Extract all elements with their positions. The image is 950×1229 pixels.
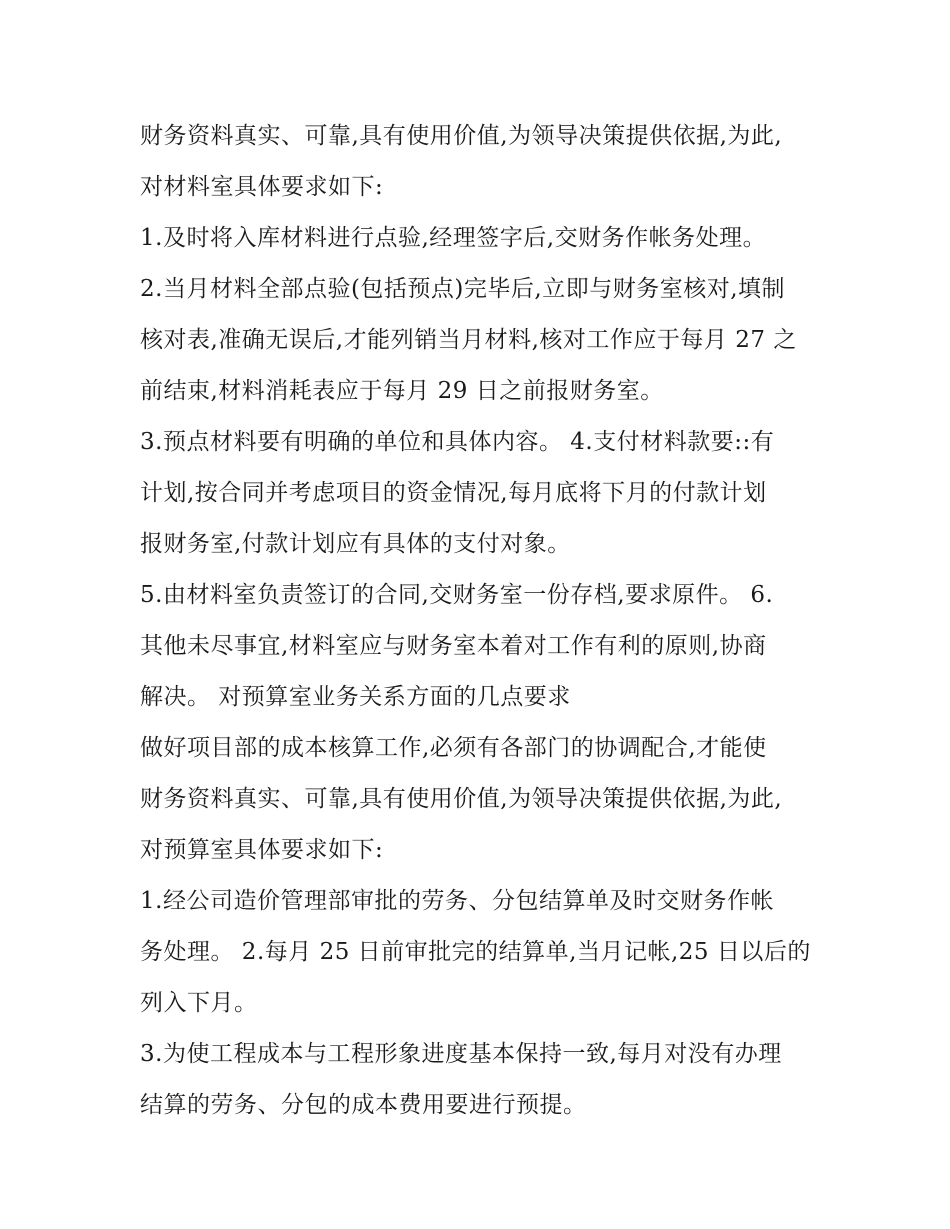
text-line: 对材料室具体要求如下: (140, 174, 384, 200)
text-line: 报财务室,付款计划应有具体的支付对象。 (140, 531, 571, 557)
text-line: 1.及时将入库材料进行点验,经理签字后,交财务作帐务处理。 (140, 225, 767, 251)
text-line: 财务资料真实、可靠,具有使用价值,为领导决策提供依据,为此, (140, 123, 783, 149)
text-line: 做好项目部的成本核算工作,必须有各部门的协调配合,才能使 (140, 735, 767, 761)
text-line: 财务资料真实、可靠,具有使用价值,为领导决策提供依据,为此, (140, 786, 783, 812)
text-line: 对预算室具体要求如下: (140, 837, 384, 863)
text-line: 列入下月。 (140, 990, 258, 1016)
text-line: 核对表,准确无误后,才能列销当月材料,核对工作应于每月 27 之 (140, 327, 797, 353)
text-line: 3.预点材料要有明确的单位和具体内容。 4.支付材料款要::有 (140, 429, 775, 455)
text-line: 其他未尽事宜,材料室应与财务室本着对工作有利的原则,协商 (140, 633, 767, 659)
text-line: 2.当月材料全部点验(包括预点)完毕后,立即与财务室核对,填制 (140, 276, 786, 302)
text-line: 计划,按合同并考虑项目的资金情况,每月底将下月的付款计划 (140, 480, 767, 506)
text-line: 务处理。 2.每月 25 日前审批完的结算单,当月记帐,25 日以后的 (140, 939, 811, 965)
text-line: 结算的劳务、分包的成本费用要进行预提。 (140, 1092, 587, 1118)
document-body (140, 111, 830, 1131)
text-line: 前结束,材料消耗表应于每月 29 日之前报财务室。 (140, 378, 664, 404)
text-line: 3.为使工程成本与工程形象进度基本保持一致,每月对没有办理 (140, 1041, 782, 1067)
text-line: 解决。 对预算室业务关系方面的几点要求 (140, 684, 571, 710)
text-line: 1.经公司造价管理部审批的劳务、分包结算单及时交财务作帐 (140, 888, 774, 914)
text-line: 5.由材料室负责签订的合同,交财务室一份存档,要求原件。 6. (140, 582, 774, 608)
